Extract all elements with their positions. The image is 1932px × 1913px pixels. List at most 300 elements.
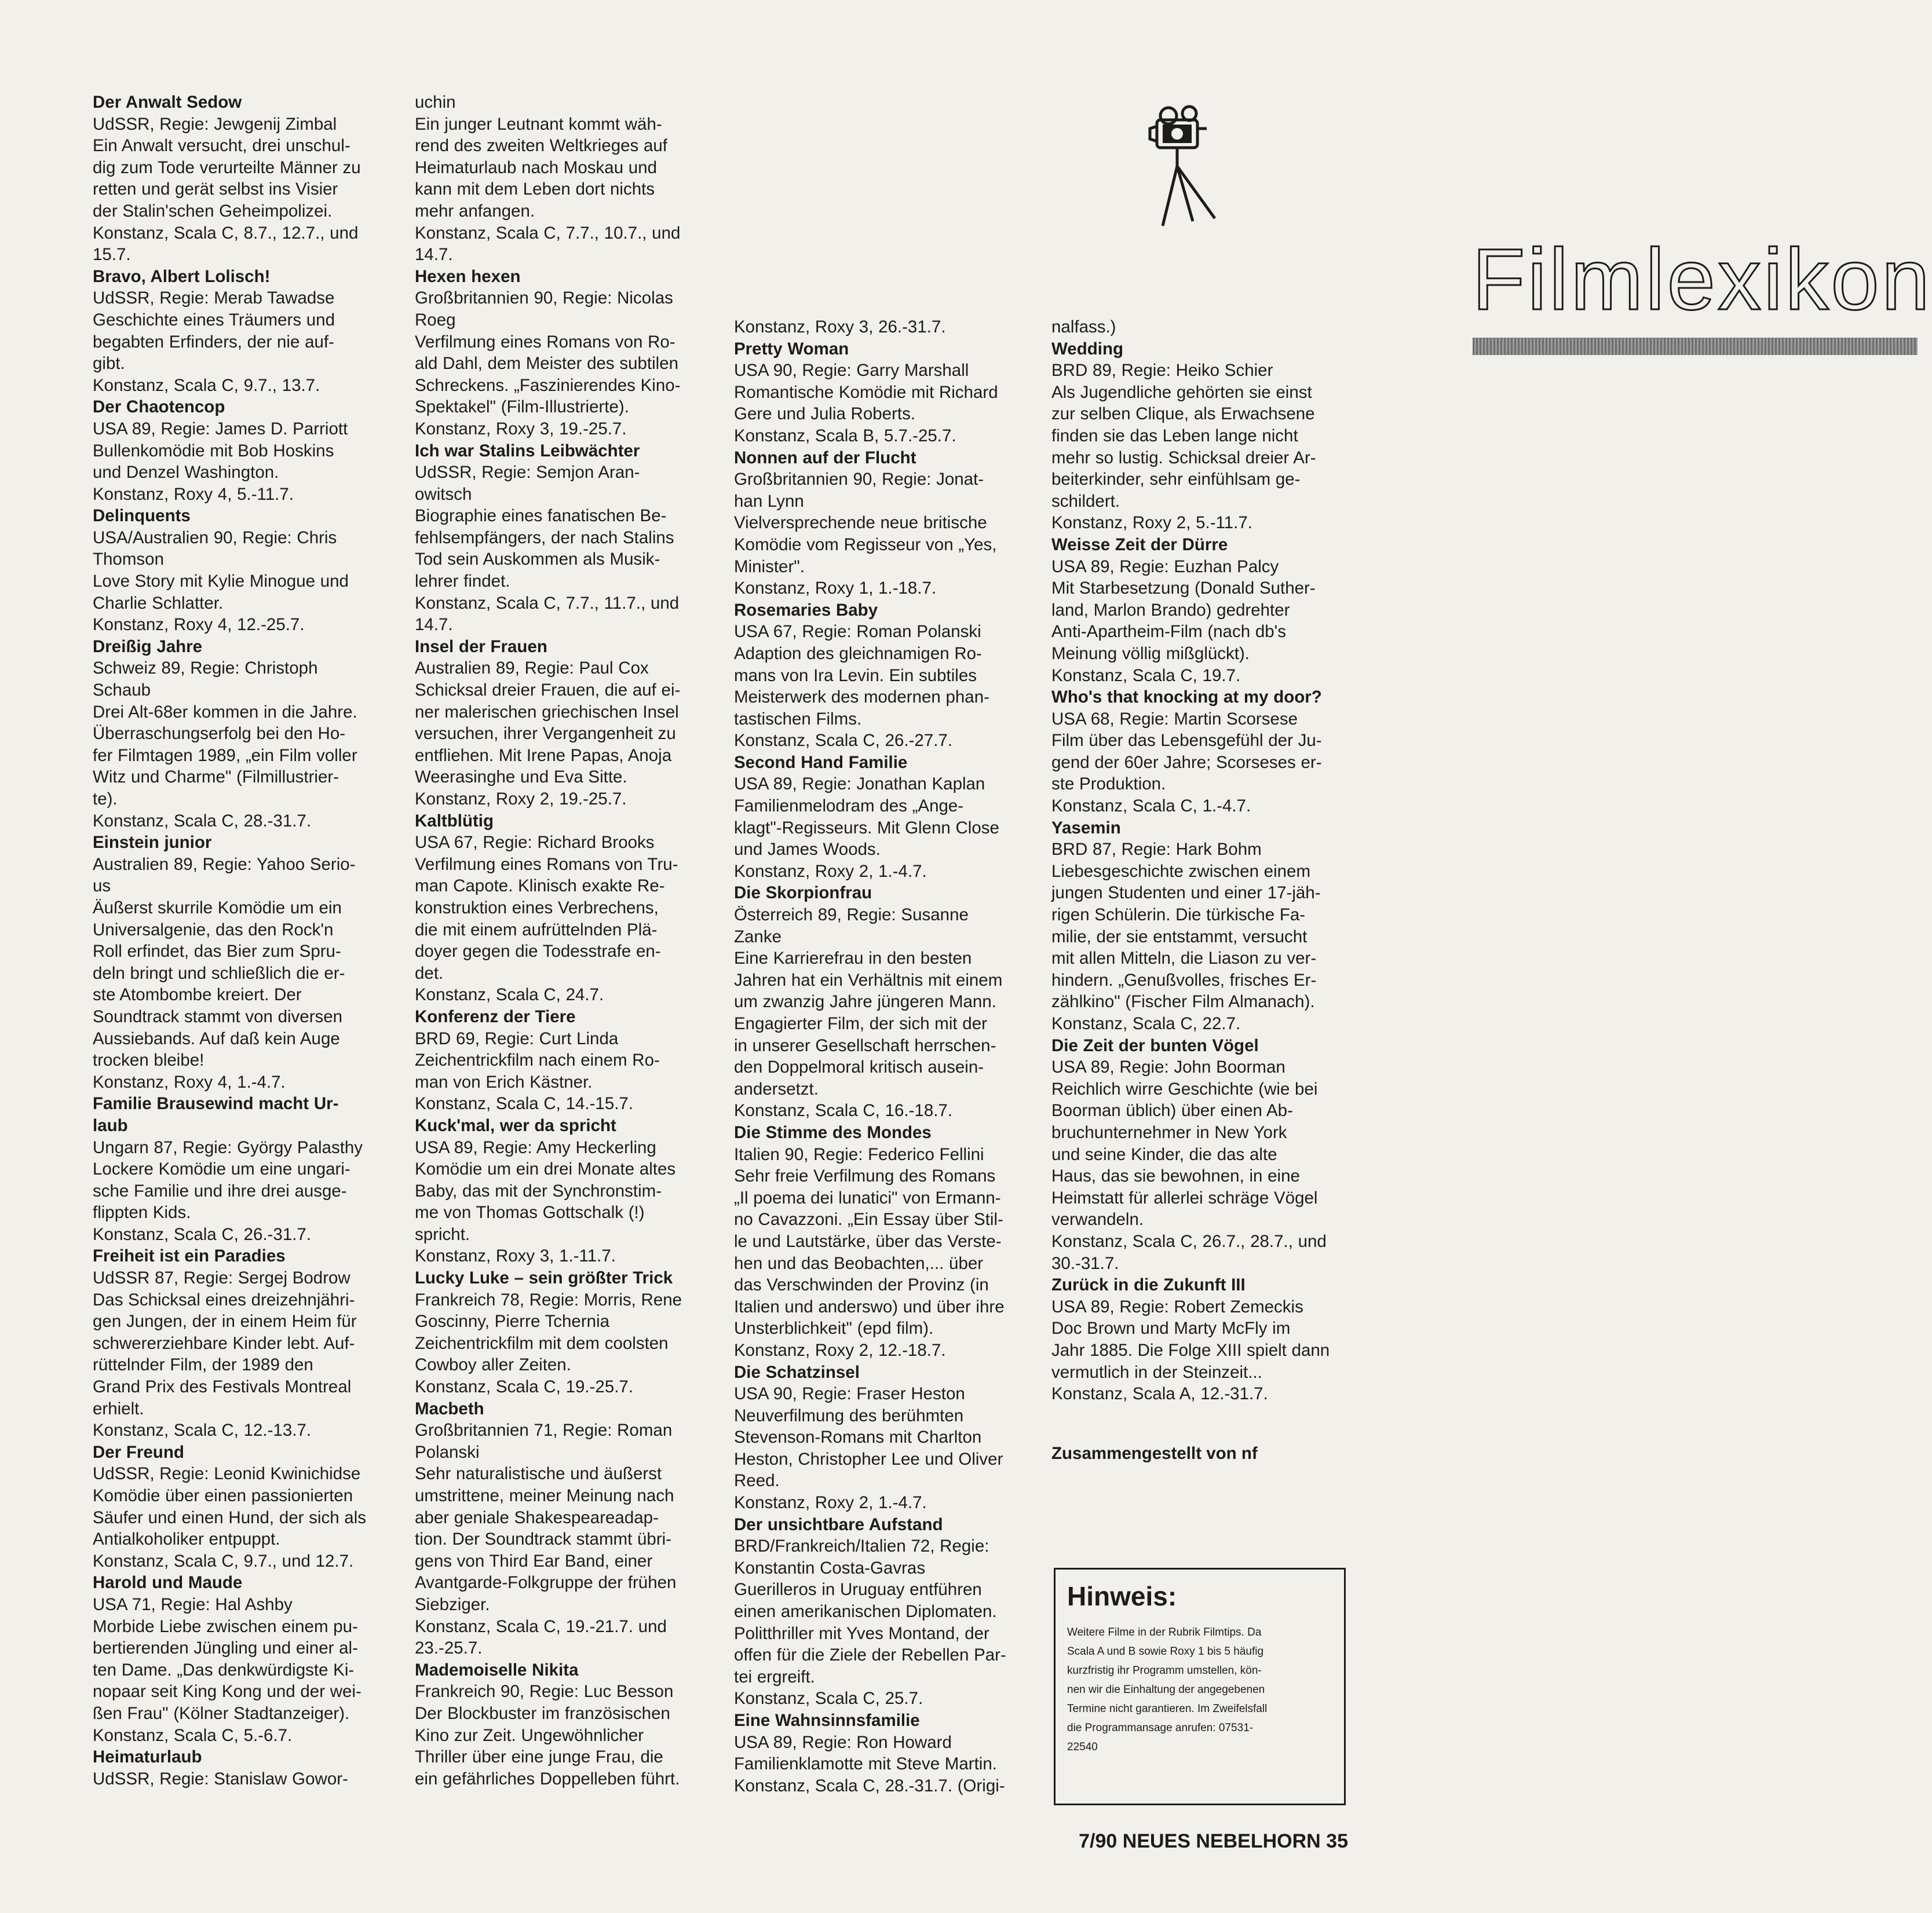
film-text-line: Konstanz, Roxy 1, 1.-18.7. bbox=[734, 579, 937, 598]
film-text-line: Konstanz, Scala C, 14.-15.7. bbox=[415, 1094, 634, 1114]
film-text-line: Haus, das sie bewohnen, in eine bbox=[1051, 1166, 1300, 1186]
film-text-line: tei ergreift. bbox=[734, 1667, 815, 1687]
film-text-line: UdSSR, Regie: Merab Tawadse bbox=[93, 288, 335, 308]
film-title: Mademoiselle Nikita bbox=[415, 1660, 579, 1680]
film-text-line: BRD 89, Regie: Heiko Schier bbox=[1051, 361, 1273, 381]
film-text-line: fehlsempfängers, der nach Stalins bbox=[415, 528, 674, 547]
film-text-line: mehr anfangen. bbox=[415, 201, 535, 221]
film-text-line: Goscinny, Pierre Tchernia bbox=[415, 1312, 610, 1332]
film-text-line: Konstanz, Scala C, 22.7. bbox=[1051, 1014, 1241, 1033]
film-text-line: Anti-Apartheim-Film (nach db's bbox=[1051, 622, 1287, 642]
film-entry bbox=[1051, 1035, 1348, 1275]
film-text-line: Guerilleros in Uruguay entführen bbox=[734, 1580, 982, 1600]
film-text-line: Konstanz, Scala C, 19.7. bbox=[1051, 665, 1241, 685]
film-text-line: Ungarn 87, Regie: György Palasthy bbox=[93, 1137, 363, 1157]
film-text-line: Australien 89, Regie: Paul Cox bbox=[415, 659, 649, 678]
notice-line: 22540 bbox=[1067, 1741, 1098, 1753]
film-text-line: Doc Brown und Marty McFly im bbox=[1051, 1319, 1291, 1338]
issue-number: 7/90 bbox=[1079, 1830, 1117, 1852]
film-title: Der unsichtbare Aufstand bbox=[734, 1515, 943, 1534]
film-text-line: Konstanz, Scala C, 1.-4.7. bbox=[1051, 796, 1251, 816]
film-title: Kaltblütig bbox=[415, 811, 494, 831]
film-text-line: no Cavazzoni. „Ein Essay über Stil- bbox=[734, 1210, 1003, 1230]
film-text-line: USA 67, Regie: Roman Polanski bbox=[734, 622, 981, 642]
film-text-line: Universalgenie, das den Rock'n bbox=[93, 920, 334, 939]
film-text-line: Sehr naturalistische und äußerst bbox=[415, 1464, 662, 1484]
film-text-line: ein gefährliches Doppelleben führt. bbox=[415, 1769, 680, 1788]
film-text-line: me von Thomas Gottschalk (!) bbox=[415, 1203, 645, 1223]
film-text-line: Italien und anderswo) und über ihre bbox=[734, 1297, 1005, 1316]
film-text-line: USA 89, Regie: Euzhan Palcy bbox=[1051, 557, 1279, 576]
film-text-line: Bullenkomödie mit Bob Hoskins bbox=[93, 441, 334, 460]
film-text-line: Großbritannien 71, Regie: Roman bbox=[415, 1421, 673, 1440]
film-text-line: Engagierter Film, der sich mit der bbox=[734, 1014, 987, 1033]
notice-line: Scala A und B sowie Roxy 1 bis 5 häufig bbox=[1067, 1645, 1264, 1658]
film-text-line: nalfass.) bbox=[1051, 317, 1116, 336]
film-text-line: ste Atombombe kreiert. Der bbox=[93, 985, 302, 1005]
film-title: Yasemin bbox=[1051, 818, 1121, 837]
film-text-line: bertierenden Jüngling und einer al- bbox=[93, 1638, 358, 1658]
film-text-line: um zwanzig Jahre jüngeren Mann. bbox=[734, 992, 996, 1012]
film-text-line: USA 89, Regie: John Boorman bbox=[1051, 1058, 1285, 1077]
film-title: Zurück in die Zukunft III bbox=[1051, 1275, 1246, 1295]
film-text-line: Gere und Julia Roberts. bbox=[734, 404, 916, 424]
film-entry bbox=[93, 1746, 392, 1790]
film-entry bbox=[734, 1122, 1031, 1362]
film-text-line: Spektakel" (Film-Illustrierte). bbox=[415, 397, 629, 417]
film-text-line: Schreckens. „Faszinierendes Kino- bbox=[415, 375, 681, 395]
film-title: Der Chaotencop bbox=[93, 397, 225, 417]
film-text-line: te). bbox=[93, 789, 118, 809]
film-entry bbox=[415, 810, 710, 1006]
film-title: Wedding bbox=[1051, 339, 1123, 359]
film-entry bbox=[93, 92, 392, 266]
film-text-line: uchin bbox=[415, 93, 456, 112]
film-text-line: Konstanz, Scala C, 19.-21.7. und bbox=[415, 1616, 667, 1636]
film-text-line: erhielt. bbox=[93, 1399, 144, 1418]
film-text-line: dig zum Tode verurteilte Männer zu bbox=[93, 158, 361, 177]
film-text-line: Vielversprechende neue britische bbox=[734, 513, 987, 533]
film-text-line: Politthriller mit Yves Montand, der bbox=[734, 1623, 989, 1643]
film-text-line: milie, der sie entstammt, versucht bbox=[1051, 927, 1308, 946]
film-text-line: sche Familie und ihre drei ausge- bbox=[93, 1181, 347, 1201]
film-entry bbox=[415, 1398, 710, 1659]
film-text-line: Tod sein Auskommen als Musik- bbox=[415, 550, 660, 569]
film-text-line: Heimstatt für allerlei schräge Vögel bbox=[1051, 1188, 1318, 1208]
film-text-line: Komödie um ein drei Monate altes bbox=[415, 1159, 676, 1179]
film-text-line: Mit Starbesetzung (Donald Suther- bbox=[1051, 579, 1316, 598]
film-text-line: gen Jungen, der in einem Heim für bbox=[93, 1312, 357, 1332]
film-title: Eine Wahnsinnsfamilie bbox=[734, 1711, 920, 1730]
film-text-line: einen amerikanischen Diplomaten. bbox=[734, 1602, 997, 1622]
film-text-line: Konstanz, Scala B, 5.7.-25.7. bbox=[734, 426, 956, 445]
film-text-line: umstrittene, meiner Meinung nach bbox=[415, 1486, 674, 1505]
film-title: Einstein junior bbox=[93, 833, 212, 853]
film-text-line: rüttelnder Film, der 1989 den bbox=[93, 1355, 313, 1375]
film-text-line: Australien 89, Regie: Yahoo Serio- bbox=[93, 854, 356, 874]
film-text-line: Konstanz, Roxy 2, 5.-11.7. bbox=[1051, 513, 1252, 533]
film-text-line: Konstanz, Scala C, 12.-13.7. bbox=[93, 1421, 312, 1440]
film-text-line: Heimaturlaub nach Moskau und bbox=[415, 158, 658, 177]
notice-text bbox=[1067, 1623, 1332, 1757]
film-text-line: Frankreich 90, Regie: Luc Besson bbox=[415, 1682, 674, 1702]
film-text-line: Konstanz, Roxy 3, 1.-11.7. bbox=[415, 1246, 616, 1266]
film-entry bbox=[734, 752, 1031, 883]
film-text-line: Avantgarde-Folkgruppe der frühen bbox=[415, 1573, 677, 1593]
film-text-line: nopaar seit King Kong und der wei- bbox=[93, 1682, 361, 1702]
film-text-line: Konstanz, Roxy 2, 12.-18.7. bbox=[734, 1340, 946, 1360]
film-text-line: Konstanz, Scala C, 7.7., 10.7., und bbox=[415, 223, 681, 243]
film-text-line: Konstantin Costa-Gavras bbox=[734, 1558, 926, 1578]
film-entry bbox=[93, 1093, 392, 1245]
film-text-line: Familienklamotte mit Steve Martin. bbox=[734, 1754, 997, 1774]
film-text-line: Familienmelodram des „Ange- bbox=[734, 796, 964, 816]
film-text-line: Verfilmung eines Romans von Tru- bbox=[415, 854, 678, 874]
film-entry bbox=[734, 316, 1031, 338]
film-title: Dreißig Jahre bbox=[93, 637, 203, 656]
film-text-line: und Denzel Washington. bbox=[93, 463, 279, 482]
film-text-line: det. bbox=[415, 963, 444, 983]
film-text-line: Konstanz, Scala C, 26.-31.7. bbox=[93, 1224, 312, 1244]
film-text-line: zählkino" (Fischer Film Almanach). bbox=[1051, 992, 1315, 1012]
film-entry bbox=[415, 440, 710, 636]
film-text-line: Thriller über eine junge Frau, die bbox=[415, 1747, 663, 1767]
film-text-line: Konstanz, Roxy 3, 19.-25.7. bbox=[415, 419, 627, 438]
film-text-line: Ein Anwalt versucht, drei unschul- bbox=[93, 136, 350, 156]
film-text-line: Sehr freie Verfilmung des Romans bbox=[734, 1166, 996, 1186]
film-text-line: und James Woods. bbox=[734, 840, 881, 859]
film-text-line: man Capote. Klinisch exakte Re- bbox=[415, 876, 665, 896]
film-title: Harold und Maude bbox=[93, 1573, 243, 1593]
film-text-line: Antialkoholiker entpuppt. bbox=[93, 1530, 280, 1549]
film-text-line: owitsch bbox=[415, 484, 472, 504]
film-text-line: Thomson bbox=[93, 550, 164, 569]
film-entry bbox=[1051, 316, 1348, 338]
film-text-line: finden sie das Leben lange nicht bbox=[1051, 426, 1298, 445]
film-text-line: Schaub bbox=[93, 681, 151, 700]
film-title: Rosemaries Baby bbox=[734, 600, 878, 620]
film-text-line: Als Jugendliche gehörten sie einst bbox=[1051, 382, 1312, 402]
film-text-line: man von Erich Kästner. bbox=[415, 1072, 593, 1092]
film-text-line: schildert. bbox=[1051, 491, 1120, 511]
film-text-line: Konstanz, Scala A, 12.-31.7. bbox=[1051, 1384, 1268, 1404]
film-text-line: kann mit dem Leben dort nichts bbox=[415, 180, 655, 199]
film-text-line: Großbritannien 90, Regie: Nicolas bbox=[415, 288, 673, 308]
film-text-line: UdSSR, Regie: Stanislaw Gowor- bbox=[93, 1769, 348, 1788]
film-entry bbox=[93, 266, 392, 397]
film-title: Familie Brausewind macht Ur- bbox=[93, 1094, 339, 1114]
film-text-line: mit allen Mitteln, die Liason zu ver- bbox=[1051, 949, 1317, 968]
film-entry bbox=[93, 636, 392, 832]
film-text-line: Meinung völlig mißglückt). bbox=[1051, 643, 1250, 663]
film-text-line: Stevenson-Romans mit Charlton bbox=[734, 1428, 982, 1447]
film-text-line: Reed. bbox=[734, 1471, 780, 1491]
film-text-line: hen und das Beobachten,... über bbox=[734, 1253, 984, 1273]
film-text-line: Konstanz, Roxy 2, 19.-25.7. bbox=[415, 789, 627, 809]
film-title: Konferenz der Tiere bbox=[415, 1007, 576, 1026]
film-text-line: Grand Prix des Festivals Montreal bbox=[93, 1377, 352, 1397]
film-text-line: andersetzt. bbox=[734, 1079, 819, 1099]
film-text-line: Roeg bbox=[415, 310, 456, 330]
film-entry bbox=[93, 1245, 392, 1441]
film-entry bbox=[1051, 338, 1348, 534]
film-text-line: rigen Schülerin. Die türkische Fa- bbox=[1051, 905, 1306, 925]
film-text-line: gibt. bbox=[93, 354, 125, 374]
film-text-line: 14.7. bbox=[415, 245, 453, 265]
column-1 bbox=[93, 92, 392, 1790]
page-number: 35 bbox=[1326, 1830, 1348, 1852]
film-camera-icon bbox=[1138, 105, 1225, 227]
film-text-line: bruchunternehmer in New York bbox=[1051, 1122, 1287, 1142]
film-text-line: BRD 69, Regie: Curt Linda bbox=[415, 1029, 619, 1048]
film-text-line: fer Filmtagen 1989, „ein Film voller bbox=[93, 745, 357, 765]
film-text-line: Konstanz, Roxy 3, 26.-31.7. bbox=[734, 317, 946, 336]
film-entry bbox=[415, 1006, 710, 1115]
film-text-line: Konstanz, Roxy 4, 1.-4.7. bbox=[93, 1072, 286, 1092]
film-text-line: Komödie vom Regisseur von „Yes, bbox=[734, 535, 997, 554]
film-text-line: Neuverfilmung des berühmten bbox=[734, 1406, 964, 1425]
film-text-line: zur selben Clique, als Erwachsene bbox=[1051, 404, 1315, 424]
film-title: Delinquents bbox=[93, 506, 191, 526]
film-entry bbox=[93, 505, 392, 636]
film-text-line: Jahr 1885. Die Folge XIII spielt dann bbox=[1051, 1340, 1330, 1360]
film-text-line: Siebziger. bbox=[415, 1594, 490, 1614]
film-text-line: Aussiebands. Auf daß kein Auge bbox=[93, 1029, 340, 1048]
film-text-line: Konstanz, Scala C, 28.-31.7. (Origi- bbox=[734, 1776, 1005, 1795]
film-text-line: USA 89, Regie: Robert Zemeckis bbox=[1051, 1297, 1303, 1316]
film-text-line: Konstanz, Scala C, 26.7., 28.7., und bbox=[1051, 1231, 1327, 1251]
film-text-line: vermutlich in der Steinzeit... bbox=[1051, 1362, 1262, 1382]
notice-line: Weitere Filme in der Rubrik Filmtips. Da bbox=[1067, 1626, 1262, 1638]
film-title: Nonnen auf der Flucht bbox=[734, 448, 916, 467]
film-title: Der Freund bbox=[93, 1442, 184, 1462]
film-text-line: Frankreich 78, Regie: Morris, Rene bbox=[415, 1290, 682, 1310]
film-text-line: USA 89, Regie: Jonathan Kaplan bbox=[734, 774, 985, 794]
film-text-line: Konstanz, Scala C, 28.-31.7. bbox=[93, 811, 312, 831]
film-text-line: trocken bleibe! bbox=[93, 1051, 204, 1070]
film-text-line: Biographie eines fanatischen Be- bbox=[415, 506, 667, 526]
film-text-line: Morbide Liebe zwischen einem pu- bbox=[93, 1616, 358, 1636]
film-title: Ich war Stalins Leibwächter bbox=[415, 441, 640, 460]
film-text-line: deln bringt und schließlich die er- bbox=[93, 963, 345, 983]
film-text-line: Reichlich wirre Geschichte (wie bei bbox=[1051, 1079, 1318, 1099]
film-text-line: Baby, das mit der Synchronstim- bbox=[415, 1181, 662, 1201]
film-text-line: Konstanz, Scala C, 26.-27.7. bbox=[734, 731, 953, 751]
film-text-line: das Verschwinden der Provinz (in bbox=[734, 1275, 989, 1295]
film-title: Freiheit ist ein Paradies bbox=[93, 1246, 286, 1266]
film-text-line: retten und gerät selbst ins Visier bbox=[93, 180, 338, 199]
notice-line: kurzfristig ihr Programm umstellen, kön- bbox=[1067, 1665, 1262, 1677]
film-text-line: offen für die Ziele der Rebellen Par- bbox=[734, 1645, 1006, 1665]
film-text-line: hindern. „Genußvolles, frisches Er- bbox=[1051, 970, 1317, 990]
column-4 bbox=[1051, 316, 1348, 1405]
film-text-line: Zeichentrickfilm nach einem Ro- bbox=[415, 1051, 660, 1070]
film-text-line: USA 90, Regie: Garry Marshall bbox=[734, 361, 969, 381]
film-entry bbox=[415, 266, 710, 440]
film-text-line: mehr so lustig. Schicksal dreier Ar- bbox=[1051, 448, 1316, 467]
film-text-line: Film über das Lebensgefühl der Ju- bbox=[1051, 731, 1322, 751]
film-text-line: Lockere Komödie um eine ungari- bbox=[93, 1159, 350, 1179]
film-text-line: USA 89, Regie: Amy Heckerling bbox=[415, 1137, 656, 1157]
film-text-line: Roll erfindet, das Bier zum Spru- bbox=[93, 942, 341, 961]
film-title: Pretty Woman bbox=[734, 339, 849, 359]
film-entry bbox=[415, 1267, 710, 1398]
film-text-line: USA 89, Regie: Ron Howard bbox=[734, 1732, 952, 1752]
film-text-line: UdSSR, Regie: Semjon Aran- bbox=[415, 463, 640, 482]
film-text-line: 14.7. bbox=[415, 615, 453, 635]
film-text-line: rend des zweiten Weltkrieges auf bbox=[415, 136, 667, 156]
film-entry bbox=[734, 1710, 1031, 1797]
film-entry bbox=[415, 92, 710, 266]
film-text-line: Großbritannien 90, Regie: Jonat- bbox=[734, 470, 984, 489]
film-text-line: Witz und Charme" (Filmillustrier- bbox=[93, 767, 339, 787]
magazine-name: NEUES NEBELHORN bbox=[1122, 1830, 1321, 1852]
film-text-line: USA 90, Regie: Fraser Heston bbox=[734, 1384, 965, 1404]
film-text-line: verwandeln. bbox=[1051, 1210, 1144, 1230]
film-text-line: und seine Kinder, die das alte bbox=[1051, 1144, 1277, 1164]
film-text-line: Säufer und einen Hund, der sich als bbox=[93, 1508, 367, 1527]
film-entry bbox=[734, 882, 1031, 1122]
film-text-line: han Lynn bbox=[734, 491, 804, 511]
film-entry bbox=[93, 1442, 392, 1572]
film-text-line: Geschichte eines Träumers und bbox=[93, 310, 335, 330]
film-text-line: USA 71, Regie: Hal Ashby bbox=[93, 1594, 293, 1614]
film-text-line: Konstanz, Scala C, 24.7. bbox=[415, 985, 604, 1005]
film-text-line: USA/Australien 90, Regie: Chris bbox=[93, 528, 337, 547]
film-title: Macbeth bbox=[415, 1399, 484, 1418]
film-title: Bravo, Albert Lolisch! bbox=[93, 266, 271, 286]
film-title: Second Hand Familie bbox=[734, 752, 908, 772]
film-text-line: Konstanz, Roxy 4, 12.-25.7. bbox=[93, 615, 305, 635]
film-text-line: doyer gegen die Todesstrafe en- bbox=[415, 942, 661, 961]
film-text-line: Unsterblichkeit" (epd film). bbox=[734, 1319, 934, 1338]
film-text-line: Äußerst skurrile Komödie um ein bbox=[93, 898, 342, 917]
film-text-line: flippten Kids. bbox=[93, 1203, 191, 1223]
film-text-line: ßen Frau" (Kölner Stadtanzeiger). bbox=[93, 1703, 350, 1723]
film-text-line: die mit einem aufrüttelnden Plä- bbox=[415, 920, 658, 939]
film-text-line: Love Story mit Kylie Minogue und bbox=[93, 572, 349, 591]
film-text-line: Liebesgeschichte zwischen einem bbox=[1051, 861, 1311, 881]
film-text-line: le und Lautstärke, über das Verste- bbox=[734, 1231, 1002, 1251]
film-text-line: Charlie Schlatter. bbox=[93, 593, 224, 613]
film-text-line: Österreich 89, Regie: Susanne bbox=[734, 905, 969, 925]
film-text-line: in unserer Gesellschaft herrschen- bbox=[734, 1036, 996, 1055]
film-text-line: Boorman üblich) über einen Ab- bbox=[1051, 1101, 1293, 1121]
film-text-line: Eine Karrierefrau in den besten bbox=[734, 949, 972, 968]
page-title: Filmlexikon bbox=[1472, 231, 1932, 328]
film-entry bbox=[93, 396, 392, 505]
film-text-line: Der Blockbuster im französischen bbox=[415, 1703, 670, 1723]
film-entry bbox=[734, 1514, 1031, 1710]
film-text-line: versuchen, ihrer Vergangenheit zu bbox=[415, 724, 676, 744]
film-entry bbox=[415, 636, 710, 810]
film-text-line: tion. Der Soundtrack stammt übri- bbox=[415, 1530, 672, 1549]
film-entry bbox=[415, 1659, 710, 1790]
film-text-line: ste Produktion. bbox=[1051, 774, 1166, 794]
film-title: Der Anwalt Sedow bbox=[93, 93, 242, 112]
film-text-line: USA 68, Regie: Martin Scorsese bbox=[1051, 709, 1298, 729]
film-text-line: der Stalin'schen Geheimpolizei. bbox=[93, 201, 333, 221]
film-text-line: 15.7. bbox=[93, 245, 131, 265]
notice-line: nen wir die Einhaltung der angegebenen bbox=[1067, 1684, 1265, 1696]
film-text-line: Komödie über einen passionierten bbox=[93, 1486, 353, 1505]
film-entry bbox=[1051, 817, 1348, 1035]
film-text-line: Zanke bbox=[734, 927, 781, 946]
film-text-line: us bbox=[93, 876, 111, 896]
film-text-line: 30.-31.7. bbox=[1051, 1253, 1119, 1273]
film-text-line: aber geniale Shakespeareadap- bbox=[415, 1508, 659, 1527]
film-title: Insel der Frauen bbox=[415, 637, 547, 656]
film-text-line: ner malerischen griechischen Insel bbox=[415, 702, 679, 722]
film-text-line: Überraschungserfolg bei den Ho- bbox=[93, 724, 346, 744]
film-text-line: Drei Alt-68er kommen in die Jahre. bbox=[93, 702, 357, 722]
film-text-line: USA 67, Regie: Richard Brooks bbox=[415, 833, 655, 853]
film-text-line: ald Dahl, dem Meister des subtilen bbox=[415, 354, 679, 374]
film-text-line: Cowboy aller Zeiten. bbox=[415, 1355, 571, 1375]
film-entry bbox=[1051, 534, 1348, 686]
film-entry bbox=[734, 447, 1031, 599]
film-title: Die Schatzinsel bbox=[734, 1362, 860, 1382]
film-text-line: „Il poema dei lunatici" von Ermann- bbox=[734, 1188, 1001, 1208]
film-text-line: Heston, Christopher Lee und Oliver bbox=[734, 1449, 1003, 1469]
film-entry bbox=[93, 1572, 392, 1746]
film-text-line: Das Schicksal eines dreizehnjähri- bbox=[93, 1290, 355, 1310]
film-text-line: Konstanz, Roxy 2, 1.-4.7. bbox=[734, 1493, 927, 1513]
film-text-line: Romantische Komödie mit Richard bbox=[734, 382, 998, 402]
film-text-line: Konstanz, Scala C, 19.-25.7. bbox=[415, 1377, 634, 1397]
film-text-line: lehrer findet. bbox=[415, 572, 510, 591]
film-entry bbox=[734, 599, 1031, 752]
film-text-line: Soundtrack stammt von diversen bbox=[93, 1007, 343, 1026]
notice-line: die Programmansage anrufen: 07531- bbox=[1067, 1722, 1254, 1734]
film-text-line: Schweiz 89, Regie: Christoph bbox=[93, 659, 318, 678]
notice-line: Termine nicht garantieren. Im Zweifelsfall bbox=[1067, 1703, 1268, 1715]
film-entry bbox=[93, 832, 392, 1093]
film-title: Die Stimme des Mondes bbox=[734, 1122, 932, 1142]
film-text-line: den Doppelmoral kritisch ausein- bbox=[734, 1058, 984, 1077]
notice-title: Hinweis: bbox=[1067, 1581, 1177, 1611]
film-text-line: mans von Ira Levin. Ein subtiles bbox=[734, 665, 977, 685]
film-title: Kuck'mal, wer da spricht bbox=[415, 1115, 616, 1135]
film-title: Weisse Zeit der Dürre bbox=[1051, 535, 1228, 554]
film-text-line: beiterkinder, sehr einfühlsam ge- bbox=[1051, 470, 1301, 489]
film-text-line: land, Marlon Brando) gedrehter bbox=[1051, 600, 1290, 620]
film-text-line: 23.-25.7. bbox=[415, 1638, 483, 1658]
film-text-line: gend der 60er Jahre; Scorseses er- bbox=[1051, 752, 1322, 772]
film-text-line: Konstanz, Scala C, 8.7., 12.7., und bbox=[93, 223, 359, 243]
film-text-line: gens von Third Ear Band, einer bbox=[415, 1551, 653, 1571]
film-title: Die Zeit der bunten Vögel bbox=[1051, 1036, 1259, 1055]
film-text-line: Konstanz, Scala C, 7.7., 11.7., und bbox=[415, 593, 680, 613]
film-text-line: USA 89, Regie: James D. Parriott bbox=[93, 419, 348, 438]
film-text-line: Italien 90, Regie: Federico Fellini bbox=[734, 1144, 984, 1164]
film-text-line: klagt"-Regisseurs. Mit Glenn Close bbox=[734, 818, 999, 837]
notice-box bbox=[1054, 1568, 1346, 1805]
film-title: Who's that knocking at my door? bbox=[1051, 687, 1322, 707]
film-text-line: Kino zur Zeit. Ungewöhnlicher bbox=[415, 1725, 644, 1745]
film-text-line: Konstanz, Scala C, 16.-18.7. bbox=[734, 1101, 953, 1121]
film-text-line: BRD 87, Regie: Hark Bohm bbox=[1051, 840, 1262, 859]
film-text-line: UdSSR, Regie: Jewgenij Zimbal bbox=[93, 114, 337, 134]
film-text-line: spricht. bbox=[415, 1224, 470, 1244]
film-text-line: Weerasinghe und Eva Sitte. bbox=[415, 767, 627, 787]
film-text-line: Ein junger Leutnant kommt wäh- bbox=[415, 114, 662, 134]
film-entry bbox=[1051, 1274, 1348, 1405]
film-text-line: UdSSR, Regie: Leonid Kwinichidse bbox=[93, 1464, 361, 1484]
film-text-line: tastischen Films. bbox=[734, 709, 862, 729]
film-title-continued: laub bbox=[93, 1115, 128, 1135]
title-underline-bar bbox=[1473, 338, 1918, 355]
